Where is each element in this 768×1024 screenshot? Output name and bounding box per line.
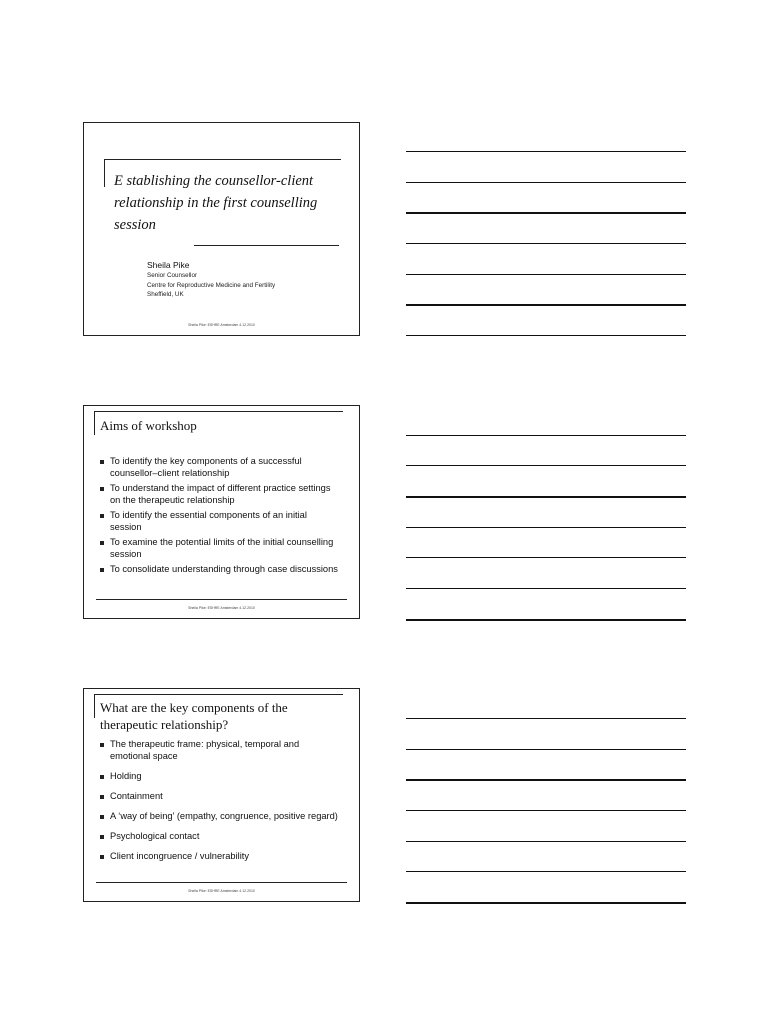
bullet-list bbox=[100, 456, 340, 580]
slide-footer: Sheila Pike: ESHRE Amsterdam 4.12.2010 bbox=[188, 889, 255, 893]
note-line bbox=[406, 749, 686, 750]
slide-3-title: What are the key components of the therapeutic relationship? bbox=[100, 700, 288, 732]
note-line bbox=[406, 527, 686, 528]
bullet-item: To identify the essential components of an initial session bbox=[100, 510, 340, 533]
title-rule-top bbox=[104, 159, 341, 160]
note-line bbox=[406, 151, 686, 152]
note-line bbox=[406, 588, 686, 589]
author-name: Sheila Pike bbox=[147, 260, 190, 270]
title-rule-left bbox=[94, 694, 95, 718]
bullet-item: To understand the impact of different practice settings on the therapeutic relationship bbox=[100, 483, 340, 506]
note-line bbox=[406, 557, 686, 558]
title-rule-left bbox=[94, 411, 95, 435]
note-line bbox=[406, 779, 686, 781]
author-affiliation bbox=[147, 271, 275, 300]
note-line bbox=[406, 871, 686, 872]
slide-3 bbox=[83, 688, 360, 902]
affiliation-line: Sheffield, UK bbox=[147, 291, 184, 298]
title-line-1: E stablishing the counsellor-client bbox=[114, 173, 314, 189]
bullet-item: A ‘way of being’ (empathy, congruence, positive regard) bbox=[100, 811, 340, 823]
note-line bbox=[406, 304, 686, 306]
title-rule-top bbox=[94, 411, 343, 412]
note-line bbox=[406, 274, 686, 275]
slide-1 bbox=[83, 122, 360, 336]
slide-footer: Sheila Pike: ESHRE Amsterdam 4.12.2010 bbox=[188, 606, 255, 610]
note-line bbox=[406, 841, 686, 842]
bullet-item: Containment bbox=[100, 791, 340, 803]
note-line bbox=[406, 496, 686, 498]
note-line bbox=[406, 619, 686, 621]
bullet-item: To consolidate understanding through case discussions bbox=[100, 564, 340, 576]
bullet-list bbox=[100, 739, 340, 871]
note-line bbox=[406, 335, 686, 336]
bottom-rule bbox=[96, 882, 347, 883]
note-line bbox=[406, 718, 686, 719]
title-rule-left bbox=[104, 159, 105, 187]
bullet-item: The therapeutic frame: physical, temporal and emotional space bbox=[100, 739, 340, 762]
title-line-2: relationship in the first counselling bbox=[114, 195, 318, 211]
bullet-item: To examine the potential limits of the initial counselling session bbox=[100, 537, 340, 560]
bullet-item: To identify the key components of a successful counsellor–client relationship bbox=[100, 456, 340, 479]
slide-2 bbox=[83, 405, 360, 619]
bullet-item: Holding bbox=[100, 771, 340, 783]
note-line bbox=[406, 243, 686, 244]
note-line bbox=[406, 902, 686, 904]
slide-1-title bbox=[114, 170, 346, 236]
affiliation-line: Centre for Reproductive Medicine and Fertility bbox=[147, 281, 276, 289]
title-rule-bottom bbox=[194, 245, 339, 246]
note-line bbox=[406, 212, 686, 214]
title-line-3: session bbox=[114, 217, 156, 233]
affiliation-line: Senior Counsellor bbox=[147, 272, 198, 279]
note-line bbox=[406, 465, 686, 466]
slide-footer: Sheila Pike: ESHRE Amsterdam 4.12.2010 bbox=[188, 323, 255, 327]
bullet-item: Psychological contact bbox=[100, 831, 340, 843]
title-rule-top bbox=[94, 694, 343, 695]
slide-2-title: Aims of workshop bbox=[100, 418, 197, 433]
bottom-rule bbox=[96, 599, 347, 600]
note-line bbox=[406, 435, 686, 436]
note-line bbox=[406, 810, 686, 811]
note-line bbox=[406, 182, 686, 183]
bullet-item: Client incongruence / vulnerability bbox=[100, 851, 340, 863]
